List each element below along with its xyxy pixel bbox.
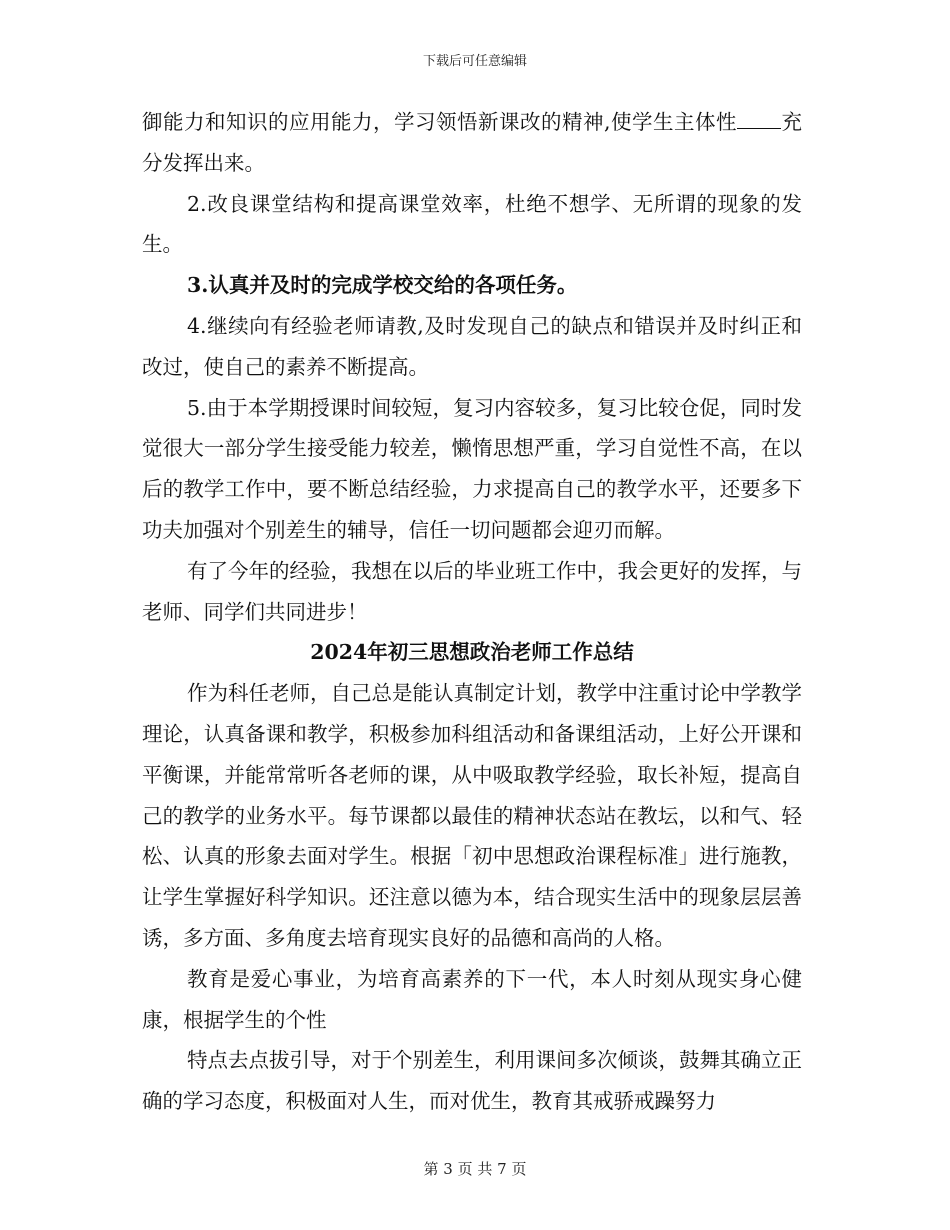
paragraph-closing: 有了今年的经验，我想在以后的毕业班工作中，我会更好的发挥，与老师、同学们共同进步！ — [142, 558, 802, 624]
paragraph-item-2: 2.改良课堂结构和提高课堂效率，杜绝不想学、无所谓的现象的发生。 — [142, 191, 802, 257]
paragraph-1 — [142, 102, 802, 184]
paragraph-item-3: 3.认真并及时的完成学校交给的各项任务。 — [187, 273, 578, 298]
paragraph-education: 教育是爱心事业，为培育高素养的下一代，本人时刻从现实身心健康，根据学生的个性 — [142, 966, 802, 1032]
paragraph-item-5: 5.由于本学期授课时间较短，复习内容较多，复习比较仓促，同时发觉很大一部分学生接受能力较差，懒惰思想严重，学习自觉性不高，在以后的教学工作中，要不断总结经验，力求提高自己的教学水平，还要多下功夫加强对个别差生的辅导，信任一切问题都会迎刃而解。 — [142, 395, 802, 542]
paragraph-1-text-b: 充分发挥出来。 — [142, 110, 802, 175]
paragraph-teaching: 作为科任老师，自己总是能认真制定计划，教学中注重讨论中学教学理论，认真备课和教学，积极参加科组活动和备课组活动，上好公开课和平衡课，并能常常听各老师的课，从中吸取教学经验，取长补短，提高自己的教学的业务水平。每节课都以最佳的精神状态站在教坛，以和气、轻松、认真的形象去面对学生。根据「初中思想政治课程标准」进行施教，让学生掌握好科学知识。还注意以德为本，结合现实生活中的现象层层善诱，多方面、多角度去培育现实良好的品德和高尚的人格。 — [142, 681, 802, 950]
fill-in-blank-line — [737, 114, 781, 129]
paragraph-item-4: 4.继续向有经验老师请教,及时发现自己的缺点和错误并及时纠正和改过，使自己的素养不断提高。 — [142, 313, 802, 379]
document-body — [142, 102, 802, 1122]
section-title: 2024年初三思想政治老师工作总结 — [310, 640, 634, 665]
paragraph-1-text-a: 御能力和知识的应用能力，学习领悟新课改的精神,使学生主体性 — [142, 110, 737, 134]
paragraph-guidance: 特点去点拔引导，对于个别差生，利用课间多次倾谈，鼓舞其确立正确的学习态度，积极面对人生，而对优生，教育其戒骄戒躁努力 — [142, 1048, 802, 1114]
page-header-note: 下载后可任意编辑 — [422, 54, 527, 69]
page-number: 第 3 页 共 7 页 — [423, 1160, 527, 1178]
